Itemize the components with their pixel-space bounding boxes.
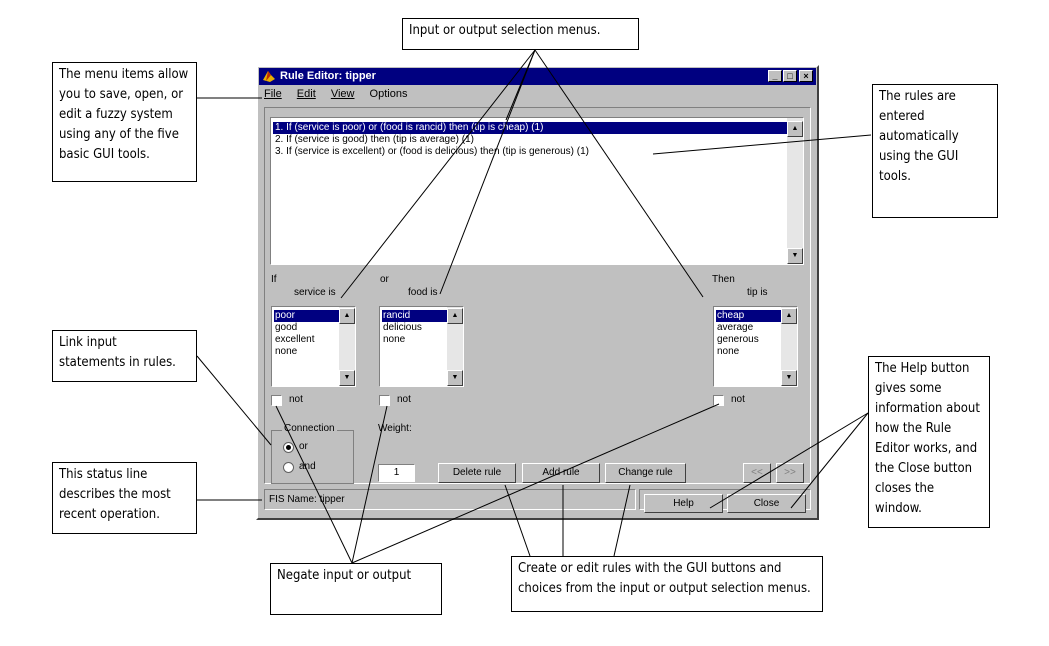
callout-line: the Close button [875,461,973,476]
menu-view[interactable]: View [330,88,355,100]
list-item[interactable]: good [275,322,298,333]
add-rule-button[interactable]: Add rule [522,463,600,483]
list-item[interactable]: excellent [275,334,315,345]
callout-line: using the GUI [879,149,959,164]
tip-label: tip is [747,287,768,298]
maximize-button[interactable]: □ [783,70,797,82]
callout-line: how the Rule [875,421,952,436]
menu-options[interactable]: Options [369,88,408,100]
change-rule-button[interactable]: Change rule [605,463,686,483]
scroll-down-icon[interactable]: ▼ [339,370,355,386]
list-item[interactable]: generous [717,334,759,345]
callout-line: automatically [879,129,959,144]
list-item[interactable]: poor [274,310,339,322]
leader-line-close [791,413,868,508]
list-item[interactable]: delicious [383,322,422,333]
callout-line: describes the most [59,487,171,502]
status-line: FIS Name: tipper [264,489,636,510]
list-item[interactable]: none [717,346,740,357]
window-title: Rule Editor: tipper [280,70,376,82]
scroll-up-icon[interactable]: ▲ [447,308,463,324]
callout-line: Negate input or output [277,568,412,583]
callout-line: statements in rules. [59,355,176,370]
close-button[interactable]: Close [727,494,806,513]
delete-rule-button[interactable]: Delete rule [438,463,516,483]
scroll-up-icon[interactable]: ▲ [787,121,803,137]
not-label: not [289,394,303,405]
or-label: or [380,274,389,285]
scroll-down-icon[interactable]: ▼ [787,248,803,264]
weight-input[interactable]: 1 [378,464,415,482]
not-label: not [397,394,411,405]
callout-line: you to save, open, or [59,87,184,102]
prev-rule-button[interactable]: << [743,463,771,483]
service-label: service is [294,287,336,298]
help-button[interactable]: Help [644,494,723,513]
list-item[interactable]: none [275,346,298,357]
leader-line-service [341,50,535,298]
weight-label: Weight: [378,423,412,434]
callout-line: edit a fuzzy system [59,107,173,122]
list-item[interactable]: average [717,322,754,333]
leader-line-change [614,485,630,556]
callout-line: The Help button [875,361,970,376]
next-rule-button[interactable]: >> [776,463,804,483]
callout-line: The rules are [879,89,956,104]
rule-item-3[interactable]: 3. If (service is excellent) or (food is delicious) then (tip is generous) (1) [275,146,590,157]
list-item[interactable]: rancid [382,310,447,322]
not-label: not [731,394,745,405]
menu-file[interactable]: File [264,88,282,100]
callout-line: The menu items allow [59,67,189,82]
leader-line-food [440,50,535,294]
callout-line: closes the window. [875,481,935,516]
scroll-up-icon[interactable]: ▲ [339,308,355,324]
leader-line-not-1 [276,406,352,563]
if-label: If [271,274,277,285]
callout-line: Input or output selection menus. [409,23,601,38]
callout-line: Editor works, and [875,441,978,456]
rule-item-1[interactable]: 1. If (service is poor) or (food is rancid) then (tip is cheap) (1) [273,122,788,134]
scroll-down-icon[interactable]: ▼ [447,370,463,386]
scroll-down-icon[interactable]: ▼ [781,370,797,386]
leader-line-not-2 [352,406,387,563]
leader-line-connection [197,356,271,445]
then-label: Then [712,274,735,285]
menu-edit[interactable]: Edit [296,88,316,100]
callout-line: entered [879,109,925,124]
leader-line-help [710,413,868,508]
list-item[interactable]: cheap [716,310,781,322]
callout-line: choices from the input or output selection menus. [518,581,811,596]
callout-line: This status line [59,467,148,482]
callout-line: information about [875,401,980,416]
and-radio-label: and [299,461,316,472]
leader-line-tip [535,50,703,297]
callout-line: basic GUI tools. [59,147,150,162]
callout-line: tools. [879,169,911,184]
callout-line: Link input [59,335,117,350]
scroll-up-icon[interactable]: ▲ [781,308,797,324]
food-label: food is [408,287,438,298]
callout-line: recent operation. [59,507,160,522]
close-window-button[interactable]: × [799,70,813,82]
or-radio-label: or [299,441,308,452]
leader-line-selection-top [506,50,535,120]
callout-line: gives some [875,381,942,396]
callout-line: Create or edit rules with the GUI buttons and [518,561,782,576]
list-item[interactable]: none [383,334,406,345]
connection-label: Connection [284,423,335,434]
leader-line-not-3 [352,404,719,563]
minimize-button[interactable]: _ [768,70,782,82]
leader-line-delete [505,485,530,556]
callout-line: using any of the five [59,127,179,142]
leader-line-rules [653,135,871,154]
rule-item-2[interactable]: 2. If (service is good) then (tip is average) (1) [275,134,474,145]
